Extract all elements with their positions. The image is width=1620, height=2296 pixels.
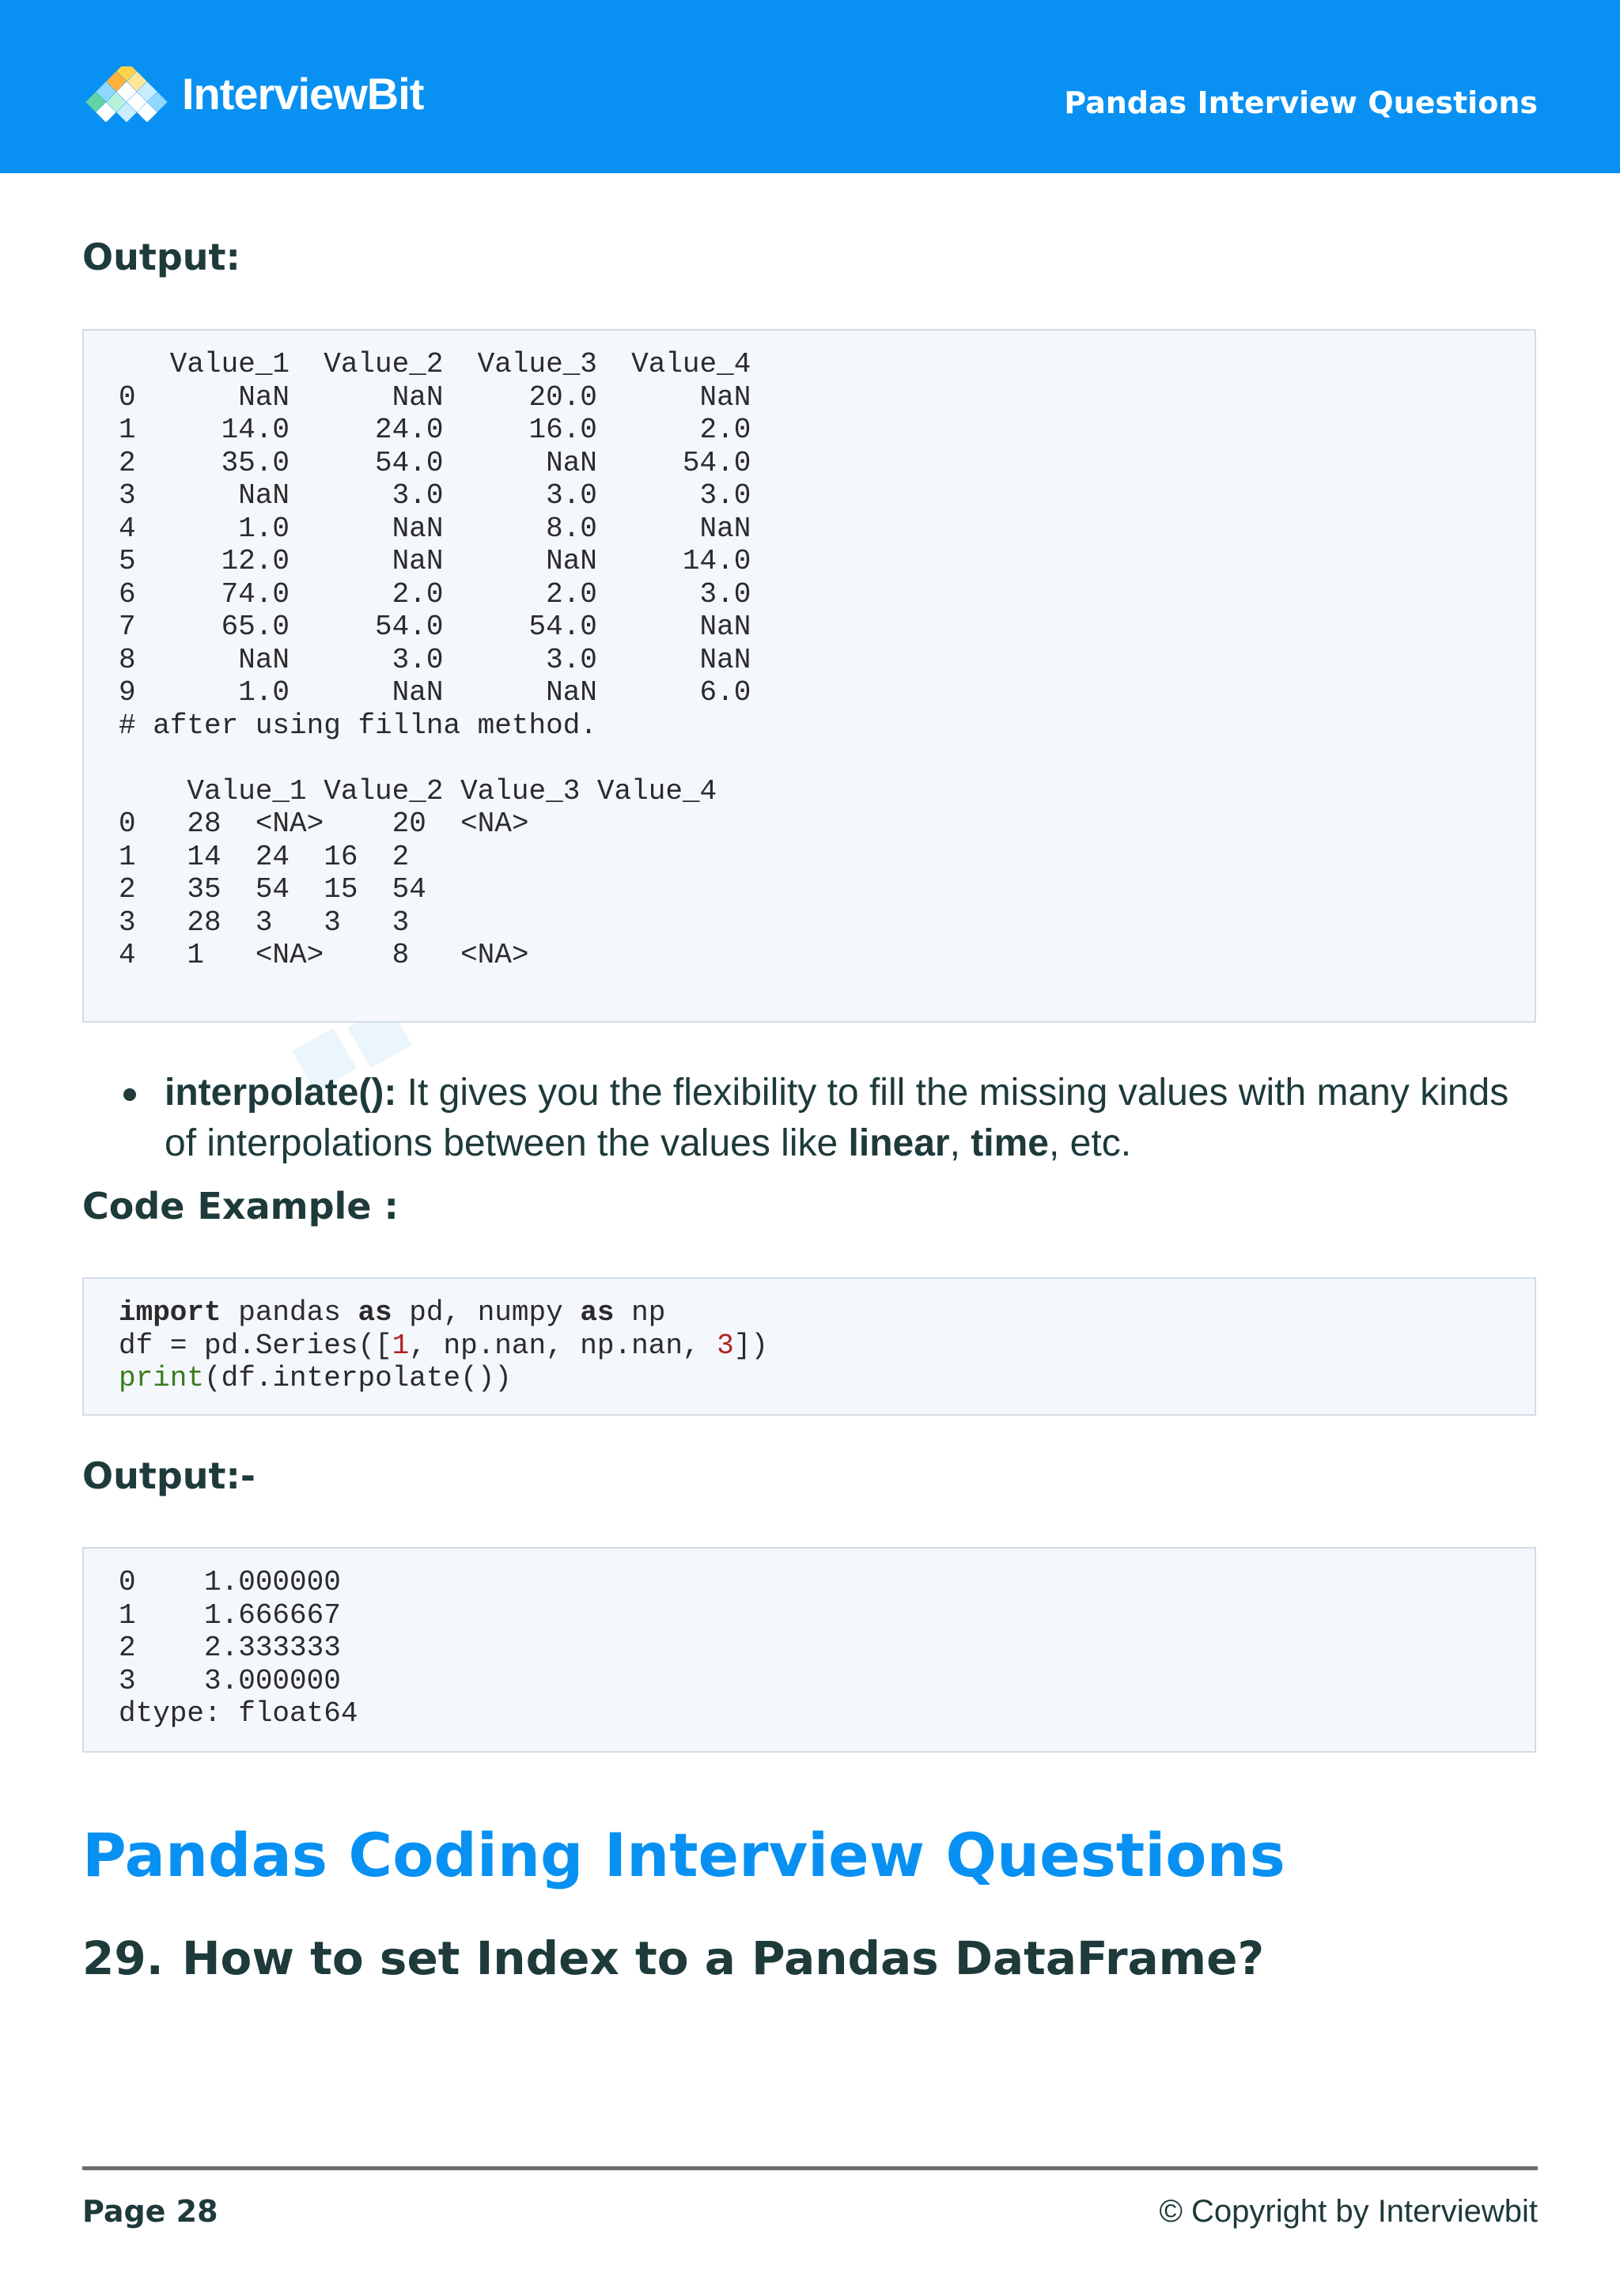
table-row: 3 28 3 3 3: [119, 906, 410, 939]
table-row: 6 74.0 2.0 2.0 3.0: [119, 577, 751, 611]
output-line: 0 1.000000: [119, 1566, 341, 1598]
table-row: 3 NaN 3.0 3.0 3.0: [119, 479, 751, 512]
code-token: ]): [733, 1329, 768, 1362]
kw-as: as: [580, 1296, 615, 1329]
table-row: 1 14 24 16 2: [119, 840, 410, 873]
builtin-print: print: [119, 1362, 205, 1394]
code-example-block: [82, 1277, 1536, 1416]
output-label: Output:: [82, 236, 240, 278]
bullet-desc: It gives you the flexibility to fill the missing values with many kinds of interpolations between the values like: [165, 1072, 1509, 1164]
code-token: pd, numpy: [392, 1296, 581, 1329]
table-row: 0 NaN NaN 20.0 NaN: [119, 380, 751, 414]
output-line: dtype: float64: [119, 1697, 358, 1730]
diamond-grid-icon: [82, 66, 171, 122]
code-token: df = pd.Series([: [119, 1329, 392, 1362]
number-literal: 3: [717, 1329, 734, 1362]
output-line: 1 1.666667: [119, 1598, 341, 1632]
table1-rows: [119, 381, 751, 709]
fillna-comment: # after using fillna method.: [119, 709, 597, 742]
logo-wordmark: InterviewBit: [182, 69, 424, 119]
bold-time: time: [971, 1122, 1049, 1164]
output-text-2: [119, 1566, 358, 1731]
bold-linear: linear: [848, 1122, 950, 1164]
table-row: 1 14.0 24.0 16.0 2.0: [119, 414, 751, 446]
section-title: Pandas Coding Interview Questions: [82, 1820, 1285, 1890]
number-literal: 1: [392, 1329, 410, 1362]
code-example-label: Code Example :: [82, 1185, 399, 1227]
table-row: 8 NaN 3.0 3.0 NaN: [119, 643, 751, 676]
interpolate-term: interpolate():: [165, 1072, 397, 1114]
table-row: 2 35.0 54.0 NaN 54.0: [119, 446, 751, 479]
code-token: np: [614, 1296, 666, 1329]
bullet-end: , etc.: [1048, 1122, 1132, 1164]
output-line: 2 2.333333: [119, 1632, 341, 1664]
question-text: How to set Index to a Pandas DataFrame?: [182, 1931, 1265, 1985]
table-row: 0 28 <NA> 20 <NA>: [119, 808, 529, 840]
code-text: [119, 1296, 768, 1395]
question-number: 29.: [82, 1931, 164, 1985]
output-code-block: [82, 329, 1536, 1023]
table1-header: Value_1 Value_2 Value_3 Value_4: [119, 348, 751, 380]
output-code-block-2: [82, 1547, 1536, 1753]
table-row: 4 1 <NA> 8 <NA>: [119, 939, 529, 971]
page-header: [0, 0, 1620, 173]
kw-import: import: [119, 1296, 221, 1329]
output-text: [119, 348, 751, 972]
table-row: 7 65.0 54.0 54.0 NaN: [119, 611, 751, 643]
footer-divider: [82, 2166, 1538, 2170]
question-title: [82, 1927, 1264, 1990]
table-row: 9 1.0 NaN NaN 6.0: [119, 676, 751, 709]
output-label-2: Output:-: [82, 1454, 255, 1497]
table-row: 4 1.0 NaN 8.0 NaN: [119, 512, 751, 545]
table2-header: Value_1 Value_2 Value_3 Value_4: [119, 774, 717, 808]
code-token: (df.interpolate()): [204, 1362, 512, 1394]
copyright-text: © Copyright by Interviewbit: [1159, 2194, 1538, 2229]
header-title: Pandas Interview Questions: [1064, 85, 1538, 120]
code-token: , np.nan, np.nan,: [409, 1329, 717, 1362]
output-line: 3 3.000000: [119, 1664, 341, 1697]
code-token: pandas: [221, 1296, 358, 1329]
page-number: Page 28: [82, 2194, 218, 2229]
bullet-sep: ,: [949, 1122, 971, 1164]
bullet-text: [165, 1068, 1541, 1169]
table-row: 5 12.0 NaN NaN 14.0: [119, 545, 751, 577]
kw-as: as: [358, 1296, 392, 1329]
bullet-dot: [123, 1088, 136, 1101]
table2-rows: [119, 808, 528, 971]
table-row: 2 35 54 15 54: [119, 873, 426, 906]
